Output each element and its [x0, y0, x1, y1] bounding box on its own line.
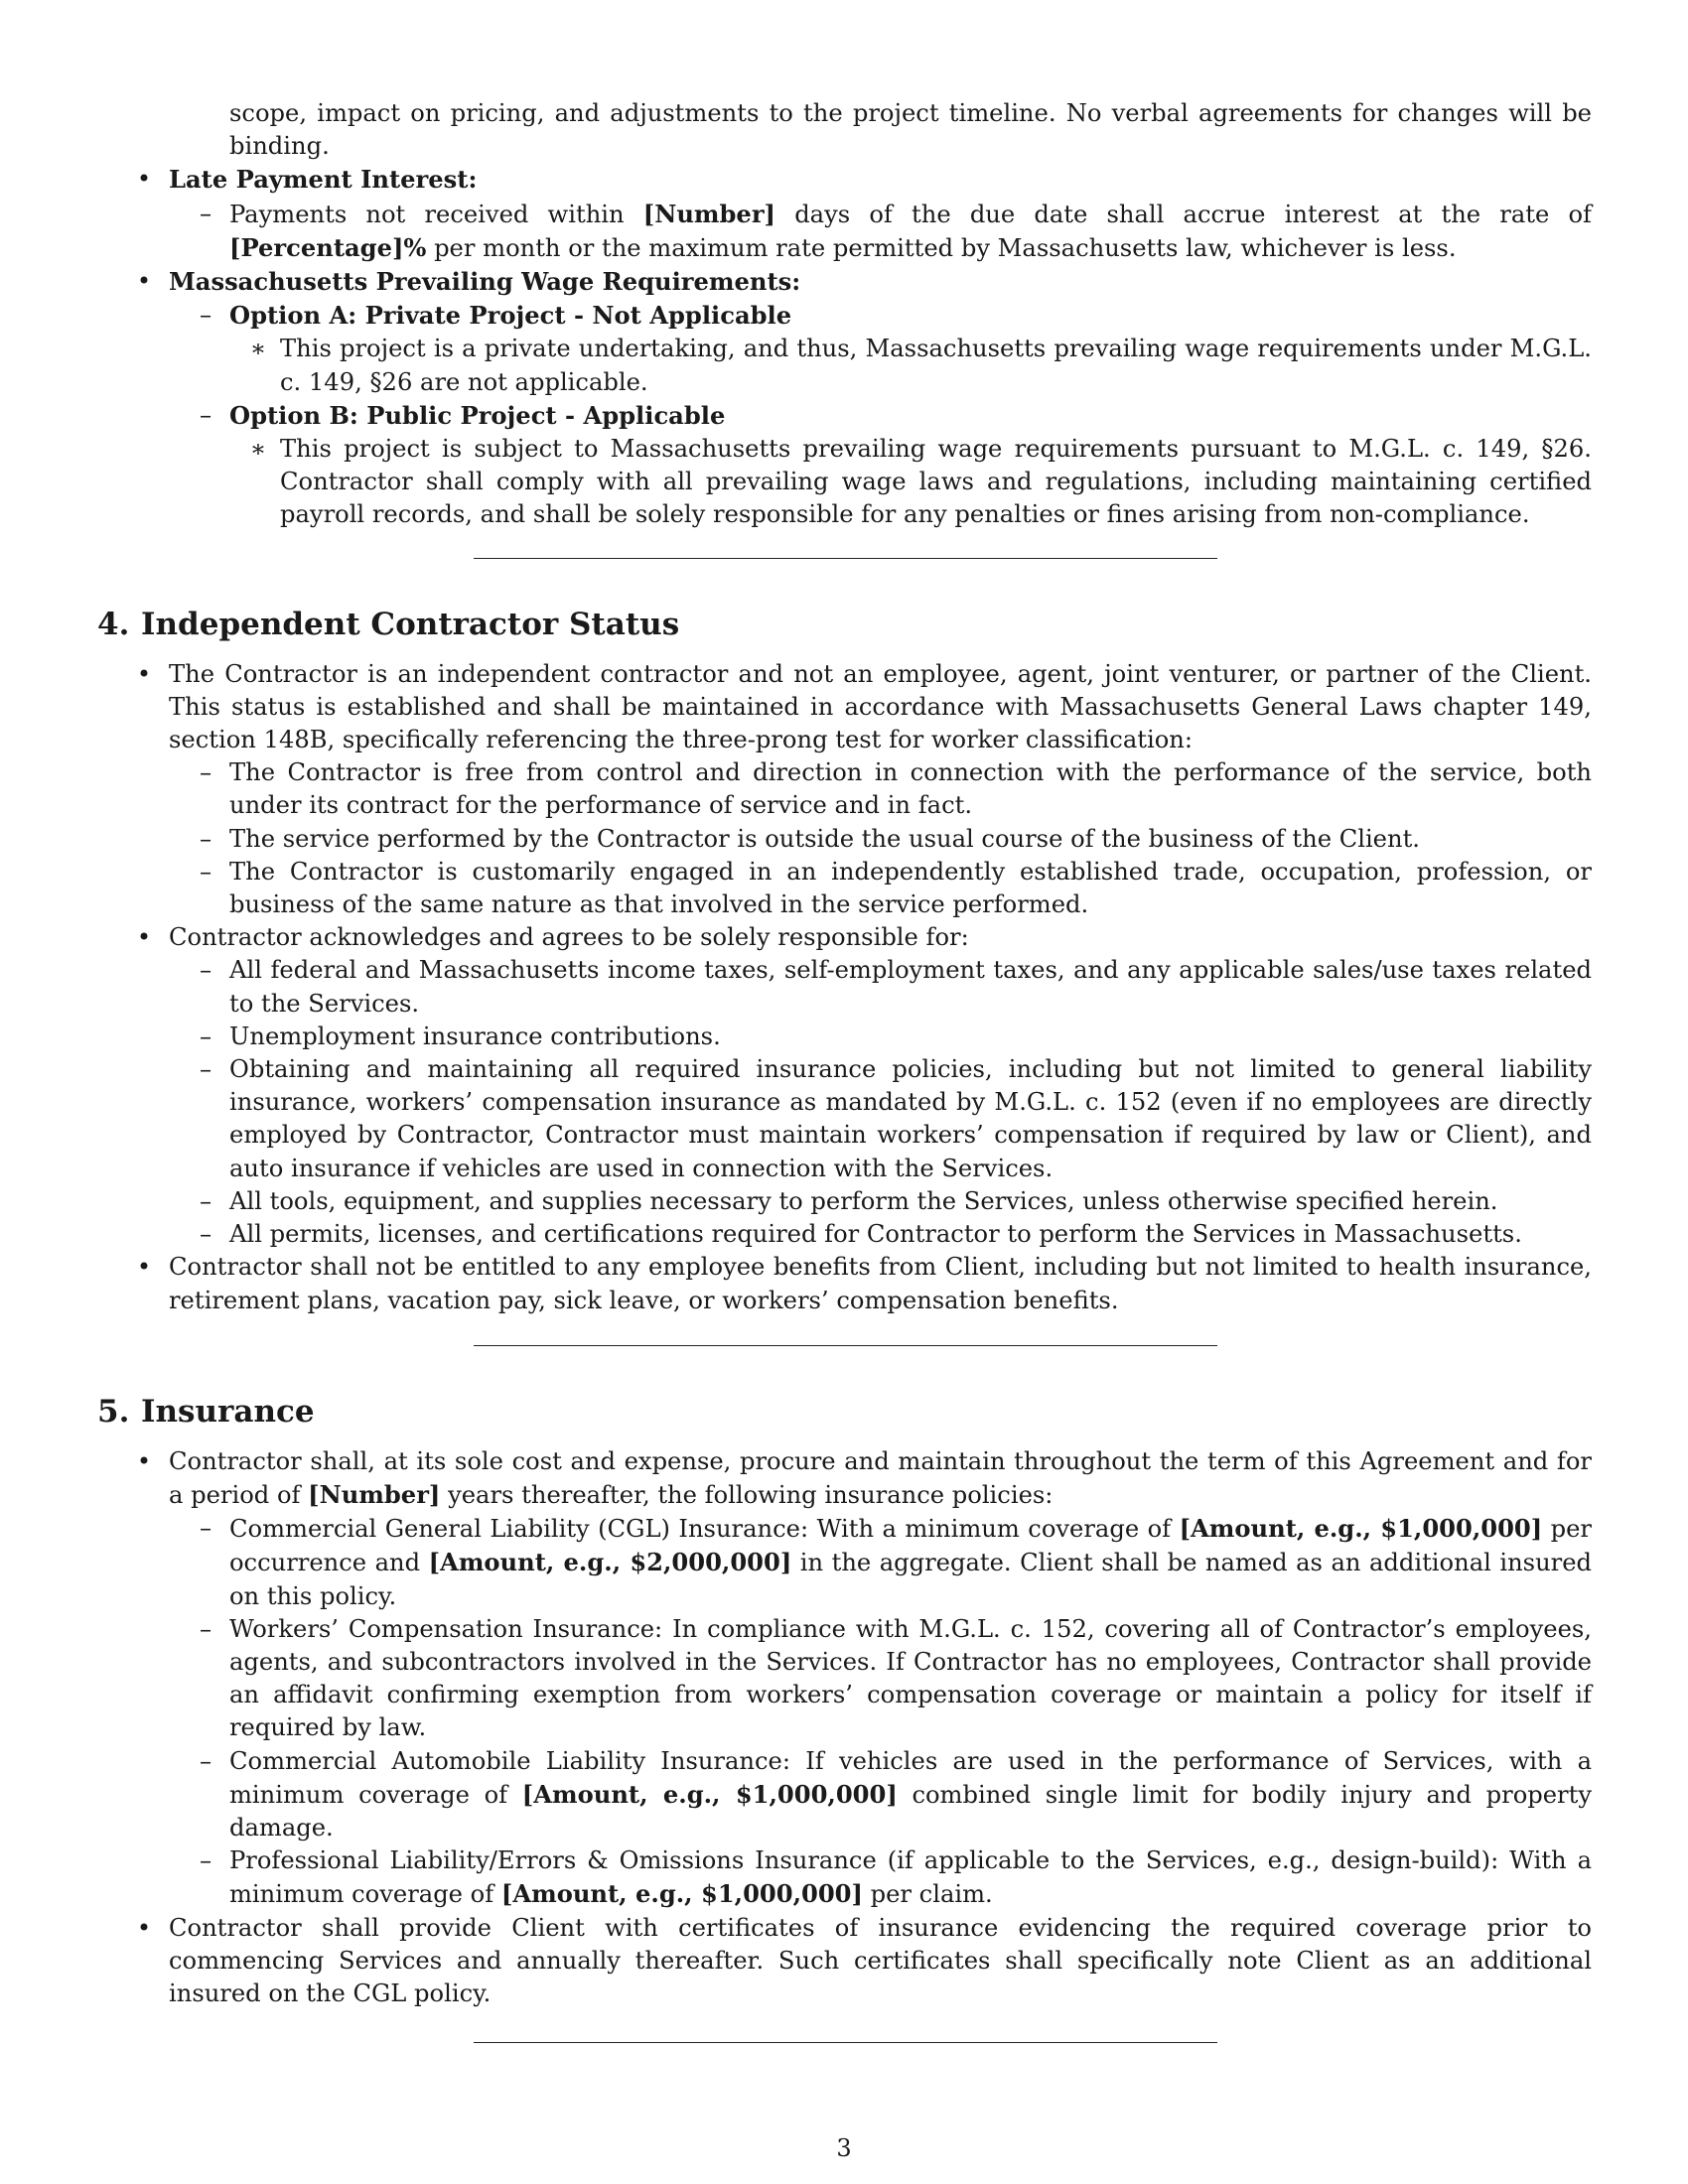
bullet-icon: •	[136, 267, 152, 296]
dash-icon: –	[199, 1514, 212, 1543]
section-divider	[474, 1345, 1217, 1346]
list-item: – Commercial Automobile Liability Insurance: If vehicles are used in the performance of Services, with a minimum coverage of [Amount, e.g., $1,000,000] combined single limit for bodily injury and property damage.	[97, 1745, 1592, 1845]
list-item	[97, 399, 1592, 532]
list-item: • The Contractor is an independent contractor and not an employee, agent, joint venturer, or partner of the Client. This status is established and shall be maintained in accordance with Massachusetts General Laws chapter 149, section 148B, specifically referencing the three-prong test for worker classification: – The Contractor is free from control and direction in connection with the performance of the service, both under its contract for the performance of service and in fact. – The service performed by the Contractor is outside the usual course of the business of the Client. – The Contractor is customarily engaged in an independently established trade, occupation, profession, or business of the same nature as that involved in the service performed.	[97, 658, 1592, 922]
section-divider	[474, 2042, 1217, 2043]
bullet-icon: •	[136, 1913, 152, 1942]
list-item: ∗ This project is a private undertaking, and thus, Massachusetts prevailing wage requirements under M.G.L. c. 149, §26 are not applicable.	[97, 333, 1592, 398]
option-a-heading: Option A: Private Project - Not Applicable	[229, 301, 792, 331]
section-4-heading: 4. Independent Contractor Status	[97, 606, 680, 642]
asterisk-icon: ∗	[249, 335, 267, 363]
placeholder-number: [Number]	[308, 1479, 441, 1509]
section-5-list	[97, 1445, 1592, 2010]
list-item: – The service performed by the Contractor is outside the usual course of the business of the Client.	[97, 823, 1592, 856]
dash-icon: –	[199, 1022, 212, 1050]
page-number: 3	[836, 2134, 852, 2162]
list-item: – Professional Liability/Errors & Omissions Insurance (if applicable to the Services, e.g., design-build): With a minimum coverage of [Amount, e.g., $1,000,000] per claim.	[97, 1844, 1592, 1911]
dash-icon: –	[199, 1186, 212, 1215]
list-item: – Payments not received within [Number] days of the due date shall accrue interest at the rate of [Percentage]% per month or the maximum rate permitted by Massachusetts law, whichever is less.	[97, 198, 1592, 265]
list-item	[97, 163, 1592, 265]
continuation-text: scope, impact on pricing, and adjustments to the project timeline. No verbal agreements for changes will be binding.	[229, 99, 1592, 161]
placeholder-amount: [Amount, e.g., $1,000,000]	[500, 1879, 863, 1909]
placeholder-amount: [Amount, e.g., $1,000,000]	[521, 1779, 898, 1809]
list-item: – All federal and Massachusetts income taxes, self-employment taxes, and any applicable sales/use taxes related to the Services.	[97, 954, 1592, 1020]
dash-icon: –	[199, 1746, 212, 1775]
dash-icon: –	[199, 301, 212, 330]
section-4-list	[97, 658, 1592, 1317]
section-divider	[474, 558, 1217, 559]
list-item: • Contractor acknowledges and agrees to be solely responsible for: – All federal and Massachusetts income taxes, self-employment taxes, and any applicable sales/use taxes related to the Services. – Unemployment insurance contributions. – Obtaining and maintaining all required insurance policies, including but not limited to general liability insurance, workers’ compensation insurance as mandated by M.G.L. c. 152 (even if no employees are directly employed by Contractor, Contractor must maintain workers’ compensation if required by law or Client), and auto insurance if vehicles are used in connection with the Services. – All tools, equipment, and supplies necessary to perform the Services, unless otherwise specified herein. – All permits, licenses, and certifications required for Contractor to perform the Services in Massachusetts.	[97, 921, 1592, 1251]
dash-icon: –	[199, 758, 212, 787]
list-item: – Commercial General Liability (CGL) Insurance: With a minimum coverage of [Amount, e.g., $1,000,000] per occurrence and [Amount, e.g., $2,000,000] in the aggregate. Client shall be named as an additional insured on this policy.	[97, 1512, 1592, 1613]
bullet-icon: •	[136, 165, 152, 194]
list-item: – The Contractor is free from control and direction in connection with the performance of the service, both under its contract for the performance of service and in fact.	[97, 756, 1592, 822]
list-item: – Unemployment insurance contributions.	[97, 1021, 1592, 1053]
dash-icon: –	[199, 956, 212, 985]
late-payment-heading: Late Payment Interest:	[169, 165, 478, 195]
list-item: • Contractor shall not be entitled to any employee benefits from Client, including but not limited to health insurance, retirement plans, vacation pay, sick leave, or workers’ compensation benefits.	[97, 1251, 1592, 1316]
payment-terms-list	[97, 163, 1592, 531]
list-item	[97, 299, 1592, 399]
placeholder-amount: [Amount, e.g., $1,000,000]	[1179, 1514, 1543, 1544]
dash-icon: –	[199, 824, 212, 853]
list-item: ∗ This project is subject to Massachusetts prevailing wage requirements pursuant to M.G.L. c. 149, §26. Contractor shall comply with all prevailing wage laws and regulations, including maintaining certified payroll records, and shall be solely responsible for any penalties or fines arising from non-compliance.	[97, 433, 1592, 532]
list-item: – All permits, licenses, and certifications required for Contractor to perform the Services in Massachusetts.	[97, 1218, 1592, 1251]
asterisk-icon: ∗	[249, 435, 267, 464]
placeholder-percentage: [Percentage]%	[229, 232, 427, 262]
dash-icon: –	[199, 857, 212, 886]
dash-icon: –	[199, 1614, 212, 1643]
bullet-icon: •	[136, 659, 152, 688]
list-item: – Workers’ Compensation Insurance: In compliance with M.G.L. c. 152, covering all of Contractor’s employees, agents, and subcontractors involved in the Services. If Contractor has no employees, Contractor shall provide an affidavit confirming exemption from workers’ compensation coverage or maintain a policy for itself if required by law.	[97, 1613, 1592, 1745]
dash-icon: –	[199, 1846, 212, 1875]
dash-icon: –	[199, 400, 212, 429]
page-content	[97, 97, 1592, 2043]
option-b-heading: Option B: Public Project - Applicable	[229, 400, 726, 430]
bullet-icon: •	[136, 1253, 152, 1282]
list-item: • Contractor shall provide Client with certificates of insurance evidencing the required coverage prior to commencing Services and annually thereafter. Such certificates shall specifically note Client as an additional insured on the CGL policy.	[97, 1912, 1592, 2011]
list-item: – All tools, equipment, and supplies necessary to perform the Services, unless otherwise specified herein.	[97, 1185, 1592, 1218]
list-item	[97, 265, 1592, 532]
placeholder-number: [Number]	[642, 199, 776, 228]
placeholder-amount: [Amount, e.g., $2,000,000]	[428, 1548, 792, 1577]
list-item: – The Contractor is customarily engaged in an independently established trade, occupation, profession, or business of the same nature as that involved in the service performed.	[97, 856, 1592, 921]
section-5-heading: 5. Insurance	[97, 1393, 315, 1430]
list-item: – Obtaining and maintaining all required insurance policies, including but not limited to general liability insurance, workers’ compensation insurance as mandated by M.G.L. c. 152 (even if no employees are directly employed by Contractor, Contractor must maintain workers’ compensation if required by law or Client), and auto insurance if vehicles are used in connection with the Services.	[97, 1053, 1592, 1185]
bullet-icon: •	[136, 923, 152, 952]
dash-icon: –	[199, 199, 212, 227]
list-item: • Contractor shall, at its sole cost and expense, procure and maintain throughout the term of this Agreement and for a period of [Number] years thereafter, the following insurance policies: – Commercial General Liability (CGL) Insurance: With a minimum coverage of [Amount, e.g., $1,000,000] per occurrence and [Amount, e.g., $2,000,000] in the aggregate. Client shall be named as an additional insured on this policy. – Workers’ Compensation Insurance: In compliance with M.G.L. c. 152, covering all of Contractor’s employees, agents, and subcontractors involved in the Services. If Contractor has no employees, Contractor shall provide an affidavit confirming exemption from workers’ compensation coverage or maintain a policy for itself if required by law. – Commercial Automobile Liability Insurance: If vehicles are used in the performance of Services, with a minimum coverage of [Amount, e.g., $1,000,000] combined single limit for bodily injury and property damage. – Professional Liability/Errors & Omissions Insurance (if applicable to the Services, e.g., design-build): With a minimum coverage of [Amount, e.g., $1,000,000] per claim.	[97, 1445, 1592, 1912]
dash-icon: –	[199, 1055, 212, 1084]
dash-icon: –	[199, 1220, 212, 1249]
bullet-icon: •	[136, 1446, 152, 1475]
prevailing-wage-heading: Massachusetts Prevailing Wage Requirements:	[169, 267, 801, 297]
